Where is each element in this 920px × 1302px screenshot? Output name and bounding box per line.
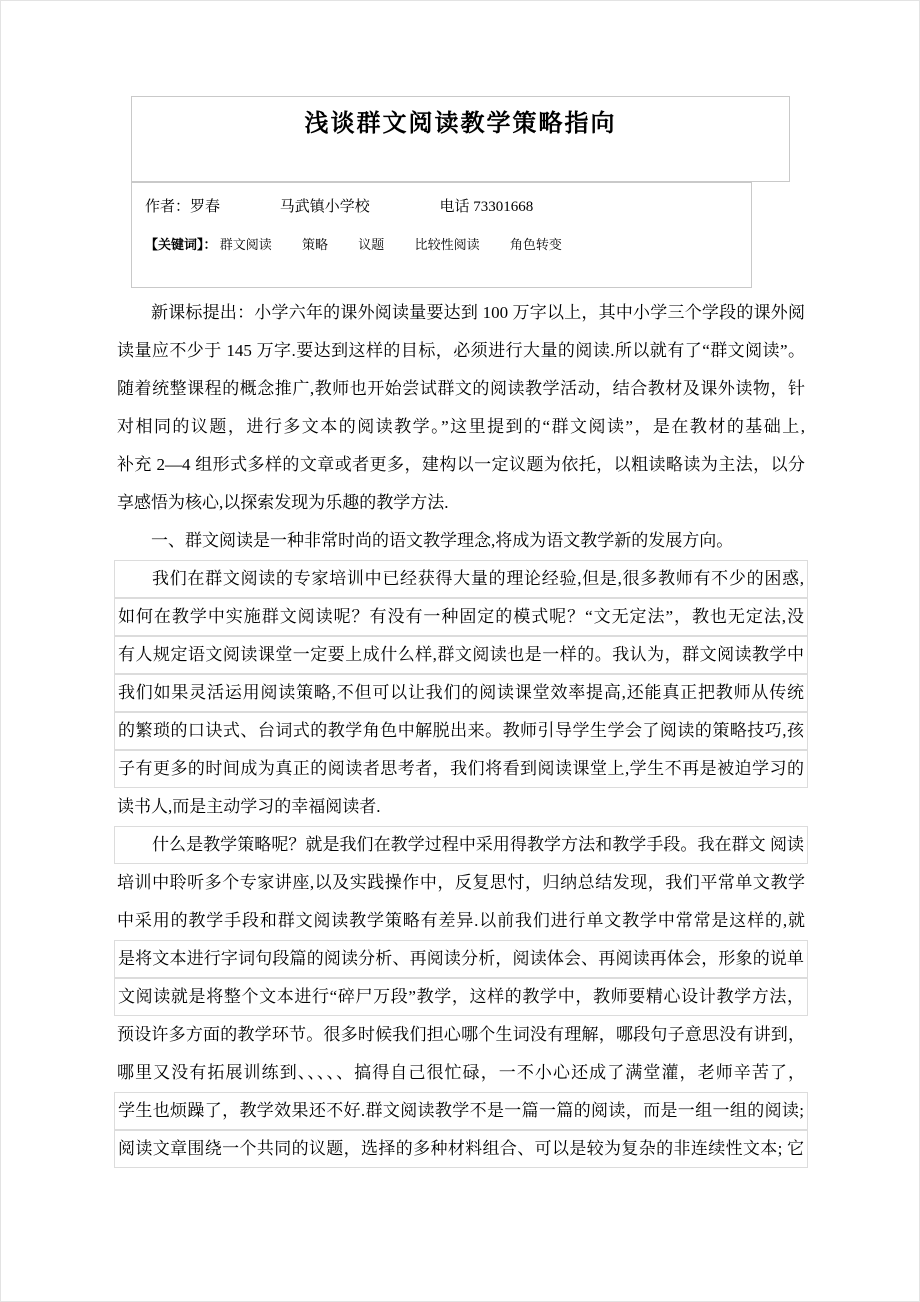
- text-line: 中采用的教学手段和群文阅读教学策略有差异.以前我们进行单文教学中常常是这样的,就: [117, 911, 805, 930]
- school-name: 马武镇小学校: [279, 199, 370, 215]
- text-line: 新课标提出：小学六年的课外阅读量要达到 100 万字以上，其中小学三个学段的课外阅: [151, 303, 805, 322]
- author-info-box: [131, 182, 752, 288]
- text-line: 预设许多方面的教学环节。很多时候我们担心哪个生词没有理解，哪段句子意思没有讲到，: [117, 1025, 805, 1044]
- text-line: 读量应不少于 145 万字.要达到这样的目标，必须进行大量的阅读.所以就有了“群文阅读”。: [117, 341, 805, 360]
- text-line: 什么是教学策略呢？就是我们在教学过程中采用得教学方法和教学手段。我在群文 阅读: [114, 826, 808, 864]
- keyword: 比较性阅读: [414, 237, 480, 252]
- text-line: 我们如果灵活运用阅读策略,不但可以让我们的阅读课堂效率提高,还能真正把教师从传统: [114, 674, 808, 712]
- text-line: 学生也烦躁了，教学效果还不好.群文阅读教学不是一篇一篇的阅读，而是一组一组的阅读;: [114, 1092, 808, 1130]
- author-row: [145, 195, 751, 219]
- text-line: 读书人,而是主动学习的幸福阅读者.: [117, 797, 381, 816]
- keywords-label: 【关键词】：: [145, 237, 217, 252]
- text-line: 阅读文章围绕一个共同的议题，选择的多种材料组合、可以是较为复杂的非连续性文本; 它: [114, 1130, 808, 1168]
- text-line: 子有更多的时间成为真正的阅读者思考者，我们将看到阅读课堂上,学生不再是被迫学习的: [114, 750, 808, 788]
- author-name: 作者：罗春: [145, 199, 221, 215]
- keywords-row: [145, 235, 751, 255]
- text-line: 随着统整课程的概念推广,教师也开始尝试群文的阅读教学活动，结合教材及课外读物，针: [117, 379, 805, 398]
- text-line: 哪里又没有拓展训练到、、、、、搞得自己很忙碌，一不小心还成了满堂灌，老师辛苦了，: [117, 1063, 805, 1082]
- text-line: 如何在教学中实施群文阅读呢？有没有一种固定的模式呢？“文无定法”，教也无定法,没: [114, 598, 808, 636]
- keyword: 群文阅读: [219, 237, 272, 252]
- text-line: 是将文本进行字词句段篇的阅读分析、再阅读分析，阅读体会、再阅读再体会，形象的说单: [114, 940, 808, 978]
- text-line: 对相同的议题，进行多文本的阅读教学。”这里提到的“群文阅读”，是在教材的基础上,: [117, 417, 805, 436]
- text-line: 文阅读就是将整个文本进行“碎尸万段”教学，这样的教学中，教师要精心设计教学方法，: [114, 978, 808, 1016]
- section-heading: 一、群文阅读是一种非常时尚的语文教学理念,将成为语文教学新的发展方向。: [151, 531, 734, 550]
- document-title: 浅谈群文阅读教学策略指向: [304, 111, 617, 137]
- text-line: 有人规定语文阅读课堂一定要上成什么样,群文阅读也是一样的。我认为，群文阅读教学中: [114, 636, 808, 674]
- keyword: 角色转变: [509, 237, 562, 252]
- text-line: 培训中聆听多个专家讲座,以及实践操作中，反复思忖，归纳总结发现，我们平常单文教学: [117, 873, 805, 892]
- text-line: 补充 2—4 组形式多样的文章或者更多，建构以一定议题为依托，以粗读略读为主法，以分: [117, 455, 805, 474]
- keyword: 议题: [358, 237, 385, 252]
- phone-number: 电话 73301668: [439, 199, 534, 215]
- text-line: 的繁琐的口诀式、台词式的教学角色中解脱出来。教师引导学生学会了阅读的策略技巧,孩: [114, 712, 808, 750]
- title-box: [131, 96, 790, 182]
- text-line: 享感悟为核心,以探索发现为乐趣的教学方法.: [117, 493, 449, 512]
- text-line: 我们在群文阅读的专家培训中已经获得大量的理论经验,但是,很多教师有不少的困惑,: [114, 560, 808, 598]
- document-body: [114, 294, 808, 1168]
- keyword: 策略: [302, 237, 329, 252]
